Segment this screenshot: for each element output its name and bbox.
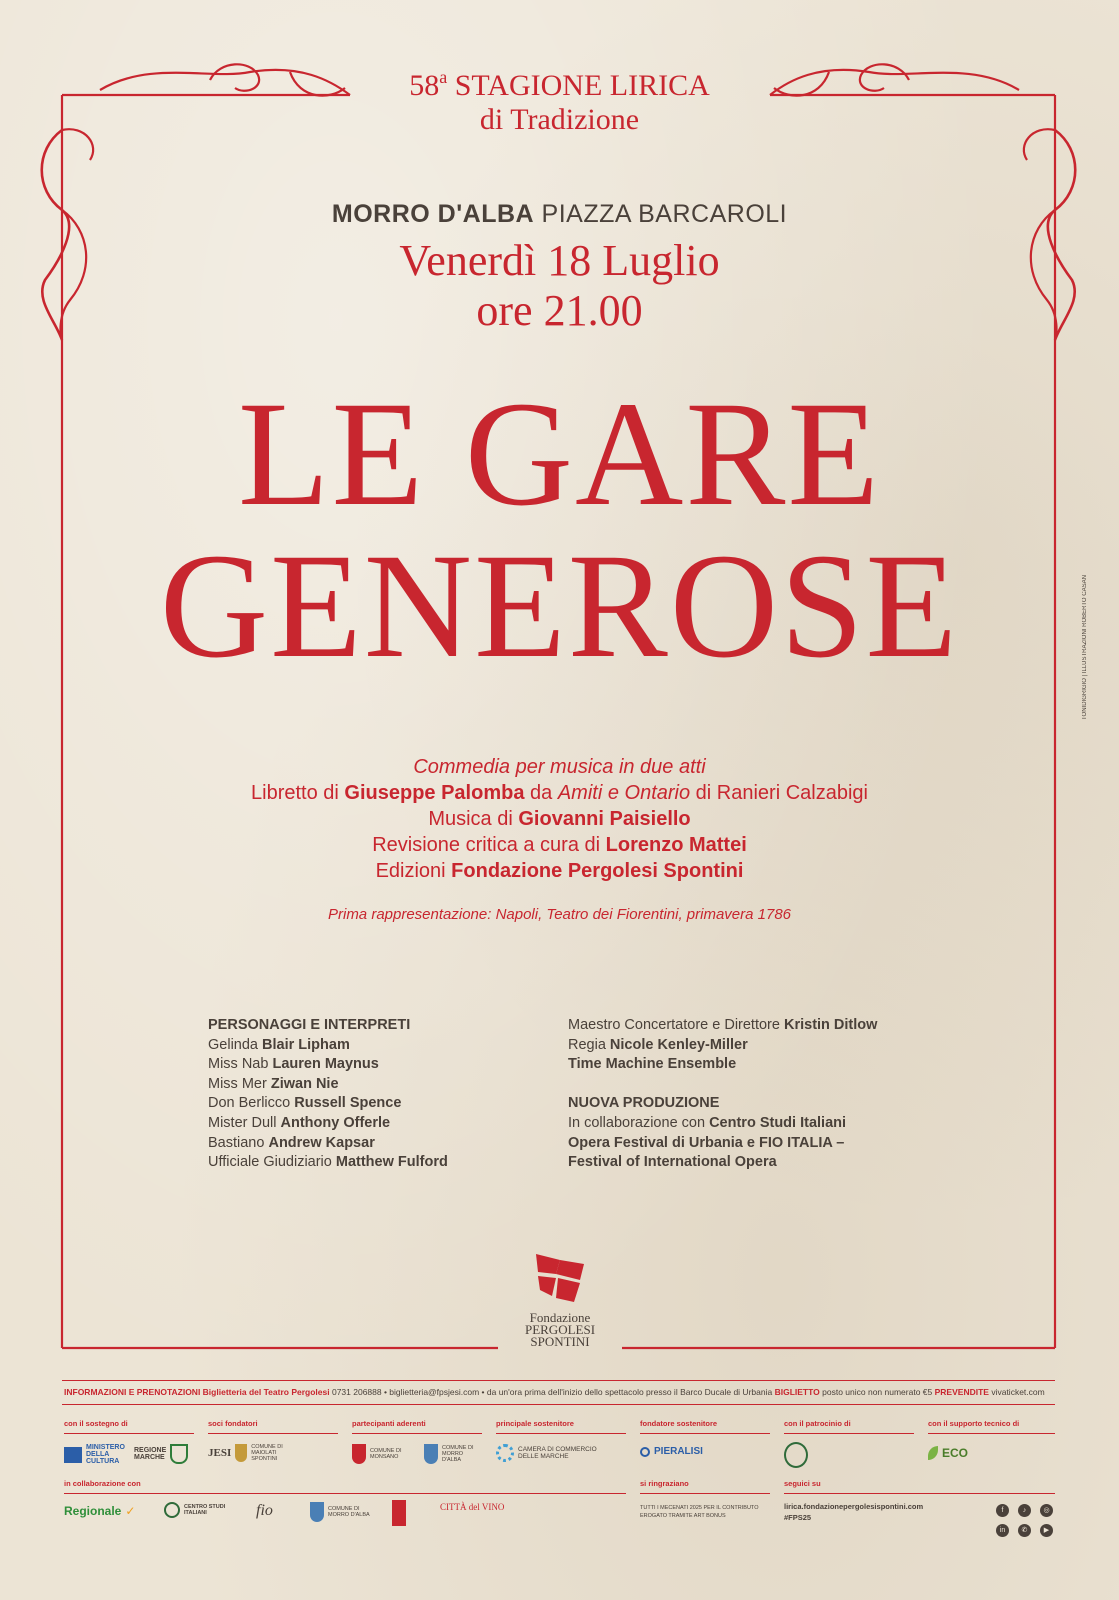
logo-camera-commercio: CAMERA DI COMMERCIO DELLE MARCHE: [496, 1444, 600, 1462]
logo-line-3: SPONTINI: [530, 1334, 590, 1349]
sponsor-section-label: principale sostenitore: [496, 1419, 574, 1428]
new-production-heading: NUOVA PRODUZIONE: [568, 1095, 720, 1112]
season-title: [0, 60, 1119, 137]
side-credit: TONIDIGRIGIO | ILLUSTRAZIONI ROBERTO CASAN: [1082, 575, 1088, 720]
morro-crest-icon: [424, 1444, 438, 1464]
ensemble: Time Machine Ensemble: [568, 1056, 737, 1073]
pieralisi-icon: [640, 1447, 650, 1457]
website-link[interactable]: lirica.fondazionepergolesispontini.com: [784, 1502, 924, 1511]
morro-crest-icon-2: [310, 1502, 324, 1522]
sponsor-section-label: seguici su: [784, 1479, 821, 1488]
event-datetime: [0, 236, 1119, 336]
cast-row: Miss Mer Ziwan Nie: [208, 1075, 339, 1092]
monsano-crest-icon: [352, 1444, 366, 1464]
sponsor-section-label: fondatore sostenitore: [640, 1419, 718, 1428]
camera-commercio-icon: [496, 1444, 514, 1462]
event-date: Venerdì 18 Luglio: [399, 236, 720, 285]
regionale-check-icon: ✓: [125, 1504, 136, 1518]
logo-pieralisi: PIERALISI: [640, 1446, 703, 1457]
cast-list: [208, 1016, 548, 1173]
facebook-icon[interactable]: f: [996, 1504, 1009, 1517]
thanks-note: TUTTI I MECENATI 2025 PER IL CONTRIBUTO EROGATO TRAMITE ART BONUS: [640, 1505, 759, 1519]
season-line-2: di Tradizione: [479, 103, 640, 136]
regione-shield-icon: [170, 1444, 188, 1464]
tower-icon: [392, 1500, 406, 1526]
logo-morro-dalba: COMUNE DI MORRO D'ALBA: [424, 1444, 476, 1464]
collaboration-3: Festival of International Opera: [568, 1154, 777, 1171]
footer-info: INFORMAZIONI E PRENOTAZIONI Biglietteria del Teatro Pergolesi 0731 206888 • biglietteria@fpsjesi.com • da un'ora prima dell'inizio dello spettacolo presso il Barco Ducale di Urbania BIGLIETTO posto unico non numerato €5 PREVENDITE vivaticket.com: [64, 1387, 1045, 1397]
logo-regionale: Regionale ✓: [64, 1504, 136, 1518]
whatsapp-icon[interactable]: ✆: [1018, 1524, 1031, 1537]
opera-title-line-1: LE GARE: [237, 371, 882, 537]
logo-regione-marche: REGIONE MARCHE: [134, 1444, 188, 1464]
centro-studi-icon: [164, 1502, 180, 1518]
logo-ministero: MINISTERO DELLA CULTURA: [64, 1444, 130, 1465]
conductor: Maestro Concertatore e Direttore Kristin Ditlow: [568, 1017, 878, 1033]
youtube-icon[interactable]: ▶: [1040, 1524, 1053, 1537]
section-underline: [352, 1433, 482, 1434]
cast-row: Gelinda Blair Lipham: [208, 1036, 350, 1053]
season-line-1: 58$^a$ STAGIONE LIRICA: [409, 67, 710, 102]
eco-leaf-icon: [928, 1446, 938, 1460]
section-underline: [64, 1433, 194, 1434]
logo-fio: fio: [256, 1502, 273, 1519]
event-time: ore 21.00: [476, 286, 643, 335]
instagram-icon[interactable]: ◎: [1040, 1504, 1053, 1517]
logo-centro-studi: CENTRO STUDI ITALIANI: [164, 1502, 244, 1518]
maiolati-crest-icon: [235, 1444, 247, 1462]
foundation-emblem-icon: [530, 1250, 590, 1306]
sponsor-section-label: partecipanti aderenti: [352, 1419, 426, 1428]
hashtag: #FPS25: [784, 1513, 812, 1522]
cast-row: Bastiano Andrew Kapsar: [208, 1134, 375, 1151]
collaboration-2: Opera Festival di Urbania e FIO ITALIA –: [568, 1134, 845, 1151]
cast-row: Ufficiale Giudiziario Matthew Fulford: [208, 1154, 448, 1171]
logo-monsano: COMUNE DI MONSANO: [352, 1444, 404, 1464]
premiere-note: Prima rappresentazione: Napoli, Teatro dei Fiorentini, primavera 1786: [327, 906, 792, 923]
venue-square: PIAZZA BARCAROLI: [541, 200, 788, 228]
opera-title: [0, 371, 1119, 689]
section-underline: [928, 1433, 1055, 1434]
director: Regia Nicole Kenley-Miller: [568, 1036, 748, 1053]
collaboration: In collaborazione con Centro Studi Italiani: [568, 1114, 847, 1131]
patrocinio-seal-icon: [784, 1442, 808, 1468]
venue-town: MORRO D'ALBA: [331, 200, 535, 228]
section-underline: [784, 1433, 914, 1434]
sponsor-section-label: con il supporto tecnico di: [928, 1419, 1020, 1428]
section-underline: [208, 1433, 338, 1434]
edition-line: Edizioni Fondazione Pergolesi Spontini: [375, 860, 744, 882]
logo-jesi: JESI COMUNE DI MAIOLATI SPONTINI: [208, 1444, 283, 1462]
music-line: Musica di Giovanni Paisiello: [428, 808, 691, 830]
genre: Commedia per musica in due atti: [413, 756, 706, 778]
sponsor-section-label: in collaborazione con: [64, 1479, 141, 1488]
sponsor-section-label: con il sostegno di: [64, 1419, 128, 1428]
section-underline: [496, 1433, 626, 1434]
venue: [0, 200, 1119, 229]
logo-citta-del-vino: CITTÀ del VINO: [440, 1502, 505, 1512]
section-underline: [640, 1433, 770, 1434]
opera-title-line-2: GENEROSE: [159, 523, 960, 689]
logo-line-2: PERGOLESI: [524, 1322, 596, 1337]
cast-row: Don Berlicco Russell Spence: [208, 1095, 402, 1112]
sponsor-section-label: con il patrocinio di: [784, 1419, 851, 1428]
revision-line: Revisione critica a cura di Lorenzo Mattei: [372, 834, 747, 856]
libretto-line: Libretto di Giuseppe Palomba da Amiti e Ontario di Ranieri Calzabigi: [251, 782, 868, 804]
logo-line-1: Fondazione: [529, 1310, 591, 1325]
credits-block: [0, 754, 1119, 884]
cast-row: Miss Nab Lauren Maynus: [208, 1056, 379, 1073]
logo-eco: ECO: [928, 1446, 968, 1460]
section-underline: [784, 1493, 1055, 1494]
tiktok-icon[interactable]: ♪: [1018, 1504, 1031, 1517]
foundation-logo: [500, 1250, 620, 1348]
sponsor-section-label: si ringraziano: [640, 1479, 689, 1488]
cast-row: Mister Dull Anthony Offerle: [208, 1114, 391, 1131]
section-underline: [640, 1493, 770, 1494]
cast-heading: PERSONAGGI E INTERPRETI: [208, 1017, 411, 1033]
ministero-icon: [64, 1447, 82, 1463]
section-underline: [64, 1493, 626, 1494]
footer-divider: [62, 1404, 1055, 1405]
footer-divider-top: [62, 1380, 1055, 1381]
logo-patrocinio: [784, 1442, 808, 1468]
logo-comune-morro: COMUNE DI MORRO D'ALBA: [310, 1502, 370, 1522]
linkedin-icon[interactable]: in: [996, 1524, 1009, 1537]
logo-tower: [392, 1500, 406, 1526]
sponsor-section-label: soci fondatori: [208, 1419, 258, 1428]
production-credits: [568, 1016, 928, 1173]
